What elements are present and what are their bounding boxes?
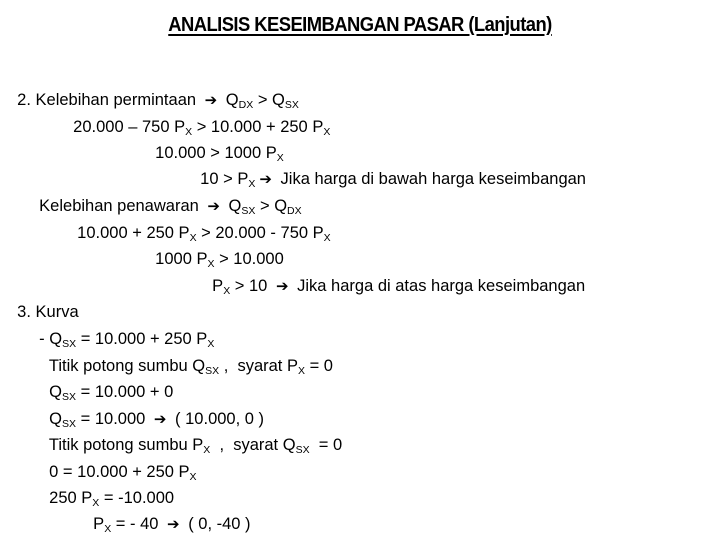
slide-title: ANALISIS KESEIMBANGAN PASAR (Lanjutan) — [168, 14, 552, 36]
equation-line: 10.000 + 250 $P_X > 20.000 - 750$ $P_X$ — [77, 224, 331, 244]
excess-demand-heading: 2. Kelebihan permintaan ➔ $Q_{DX} > Q_{SX}$ — [17, 91, 299, 111]
equation-line: $Q_{SX} = 10.000 + 0$ — [49, 383, 174, 403]
arrow-icon: ➔ — [207, 198, 220, 215]
equation-line: Titik potong sumbu $P_X$ , syarat $Q_{SX} = 0$ — [48, 436, 343, 456]
equation-line: Titik potong sumbu $Q_{SX}$ , syarat $P_X = 0$ — [48, 357, 333, 377]
equation-line: 250 $P_X = -10.000$ — [49, 489, 175, 509]
arrow-icon: ➔ — [153, 411, 167, 428]
equation-line: $10 > P_X$ ➔ Jika harga di bawah harga keseimbangan — [200, 170, 586, 190]
equation-line: 20.000 – 750 $P_X > 10.000 + 250$ $P_X$ — [73, 118, 331, 138]
arrow-icon: ➔ — [275, 278, 289, 295]
arrow-icon: ➔ — [204, 92, 218, 109]
equation-line: $P_X > 10$ ➔ Jika harga di atas harga keseimbangan — [212, 277, 586, 297]
curve-heading: 3. Kurva — [17, 303, 79, 321]
arrow-icon: ➔ — [259, 171, 272, 188]
excess-supply-heading: Kelebihan penawaran ➔ $Q_{SX} > Q_{DX}$ — [39, 197, 302, 217]
equation-line: - $Q_{SX} = 10.000 + 250$ $P_X$ — [39, 330, 215, 350]
equation-line: 10.000 > 1000 $P_X$ — [155, 144, 284, 164]
equation-line: 0 = 10.000 + 250 $P_X$ — [49, 463, 197, 483]
equation-line: $Q_{SX} = 10.000$ ➔ ( 10.000, 0 ) — [49, 410, 265, 430]
equation-line: 1000 $P_X > 10.000$ — [155, 250, 284, 270]
arrow-icon: ➔ — [167, 516, 180, 533]
equation-line: $P_X$ = - 40 ➔ ( 0, -40 ) — [93, 515, 251, 535]
